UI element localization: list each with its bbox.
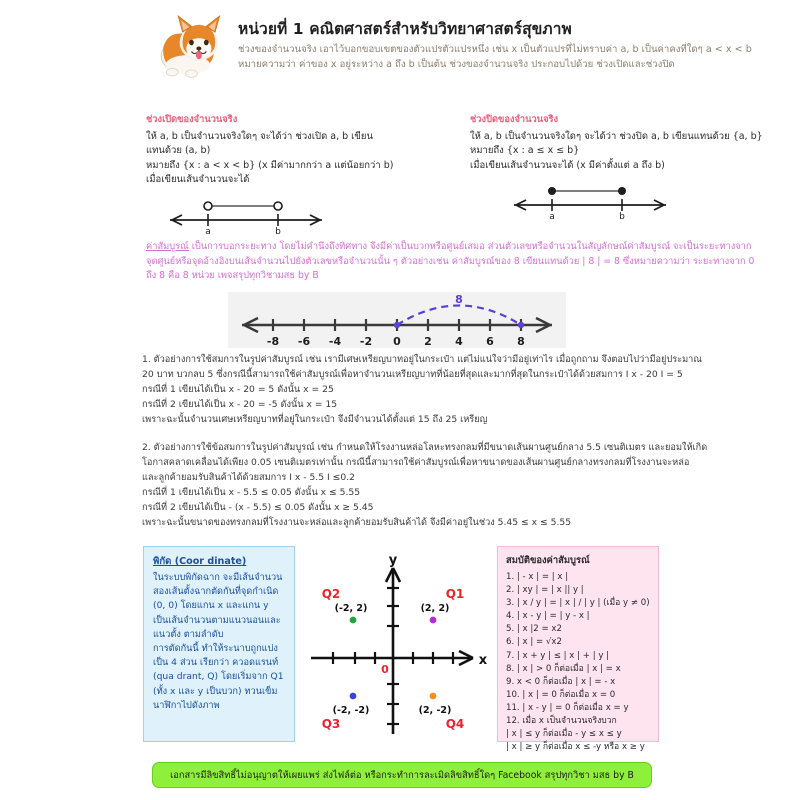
number-line-tick-label: 6: [486, 335, 494, 348]
absolute-value-text: เป็นการบอกระยะทาง โดยไม่คำนึงถึงทิศทาง จึงมีค่าเป็นบวกหรือศูนย์เสมอ ส่วนตัวเลขหรือจำนวนในสัญลักษณ์ค่าสัมบูรณ์ จะเป็นระยะทางจากจุดศูนย์หรือจุดอ้างอิงบนเส้นจำนวนไปยังตัวเลขหรือจำนวนนั้น ๆ ตัวอย่างเช่น ค่าสัมบูรณ์ของ 8 เขียนแทนด้วย | 8 | = 8 ซึ่งหมายความว่า ระยะทางจาก 0 ถึง 8 คือ 8 หน่วย เพจสรุปทุกวิชามสธ by B: [146, 241, 755, 281]
open-interval-heading: ช่วงเปิดของจำนวนจริง: [146, 114, 238, 125]
arc-end-point: [518, 322, 524, 328]
quadrant-point-label: (2, -2): [418, 705, 452, 716]
example-1: [142, 352, 760, 427]
open-interval-number-line: [156, 194, 336, 236]
example-2-line-6: เพราะฉะนั้นขนาดของทรงกลมที่โรงงานจะหล่อและลูกค้ายอมรับสินค้าได้ จึงมีค่าอยู่ในช่วง 5.45 ≤ x ≤ 5.55: [142, 517, 572, 528]
property-item: 11. | x - y | = 0 ก็ต่อเมื่อ x = y: [506, 702, 629, 713]
open-interval-line-3: หมายถึง {x : a < x < b} (x มีค่ามากกว่า a แต่น้อยกว่า b): [146, 159, 394, 171]
open-interval-numberline-wrap: [146, 192, 466, 236]
quadrant-point-label: (2, 2): [420, 603, 450, 614]
properties-list: [506, 571, 652, 754]
open-interval-body: [146, 130, 466, 188]
number-line-tick-label: 2: [424, 335, 432, 348]
closed-interval-line-2: หมายถึง {x : a ≤ x ≤ b}: [470, 145, 580, 157]
x-axis-label: x: [478, 653, 488, 668]
closed-interval-numberline-wrap: [470, 177, 770, 221]
number-line-svg: [228, 292, 566, 348]
closed-interval-section: [470, 112, 770, 221]
quadrant-point-label: (-2, -2): [332, 705, 370, 716]
coordinate-box-body: [153, 571, 286, 713]
origin-label: 0: [381, 663, 389, 676]
quadrant-label-q1: Q1: [445, 587, 465, 601]
arc-start-point: [394, 322, 400, 328]
open-interval-label-a: a: [205, 226, 211, 236]
property-item: 6. | x | = √x2: [506, 637, 562, 648]
property-item: 10. | x | = 0 ก็ต่อเมื่อ x = 0: [506, 689, 616, 700]
closed-interval-body: [470, 130, 770, 173]
coordinate-box-title: พิกัด (Coor dinate): [153, 556, 247, 567]
property-item: 9. x < 0 ก็ต่อเมื่อ | x | = - x: [506, 676, 616, 687]
copyright-text: เอกสารมีลิขสิทธิ์ไม่อนุญาตให้เผยแพร่ ส่งไฟล์ต่อ หรือกระทำการละเมิดลิขสิทธิ์ใดๆ Facebook สรุปทุกวิชา มสธ by B: [170, 769, 634, 781]
absolute-value-properties-box: [497, 546, 659, 753]
number-line-tick-label: -2: [359, 335, 373, 348]
number-line-tick-label: 0: [393, 335, 401, 348]
coordinate-line-6: การตัดกันนี้ ทำให้ระนาบถูกแบ่ง: [153, 643, 278, 655]
coordinate-line-4: เป็นเส้นจำนวนตามแนวนอนและ: [153, 614, 281, 626]
closed-interval-line-1: ให้ a, b เป็นจำนวนจริงใดๆ จะได้ว่า ช่วงปิด a, b เขียนแทนด้วย {a, b}: [470, 131, 763, 142]
coordinate-line-8: (qua drant, Q) โดยเริ่มจาก Q1: [153, 671, 284, 683]
property-item: 7. | x + y | ≤ | x | + | y |: [506, 650, 610, 661]
closed-interval-label-b: b: [619, 212, 625, 222]
coordinate-line-9: (ทั้ง x และ y เป็นบวก) ทวนเข็ม: [153, 685, 278, 697]
example-2-line-4: กรณีที่ 1 เขียนได้เป็น x - 5.5 ≤ 0.05 ดังนั้น x ≤ 5.55: [142, 487, 361, 498]
quadrant-point-q4: [430, 693, 437, 700]
closed-interval-heading: ช่วงปิดของจำนวนจริง: [470, 114, 559, 125]
number-line-tick-label: 4: [455, 335, 463, 348]
closed-interval-number-line: [500, 179, 680, 221]
property-item: 4. | x - y | = | y - x |: [506, 611, 590, 622]
quadrant-chart: [303, 548, 493, 740]
quadrant-label-q3: Q3: [321, 717, 341, 731]
number-line-tick-label: -4: [328, 335, 342, 348]
quadrant-chart-svg: [303, 548, 493, 740]
closed-interval-label-a: a: [549, 212, 555, 222]
example-1-line-4: กรณีที่ 2 เขียนได้เป็น x - 20 = -5 ดังนั้น x = 15: [142, 399, 338, 410]
y-axis-label: y: [388, 553, 398, 568]
coordinate-line-5: แนวตั้ง ตามลำดับ: [153, 628, 224, 640]
quadrant-point-q1: [430, 617, 437, 624]
open-interval-line-2: แทนด้วย (a, b): [146, 145, 211, 157]
closed-interval-line-3: เมื่อเขียนเส้นจำนวนจะได้ (x มีค่าตั้งแต่ a ถึง b): [470, 159, 665, 171]
corgi-dog-icon: [152, 10, 228, 84]
arc-value-label: 8: [455, 293, 463, 306]
property-item: 3. | x / y | = | x | / | y | (เมื่อ y ≠ 0): [506, 598, 650, 609]
number-line-tick-label: 8: [517, 335, 525, 348]
example-1-line-1: 1. ตัวอย่างการใช้สมการในรูปค่าสัมบูรณ์ เช่น เรามีเศษเหรียญบาทอยู่ในกระเป๋า แต่ไม่แน่ใจว่ามีอยู่เท่าไร เมื่อถูกถาม จึงตอบไปว่ามีอยู่ประมาณ: [142, 354, 702, 365]
example-2-line-5: กรณีที่ 2 เขียนได้เป็น - (x - 5.5) ≤ 0.05 ดังนั้น x ≥ 5.45: [142, 502, 374, 513]
example-1-line-3: กรณีที่ 1 เขียนได้เป็น x - 20 = 5 ดังนั้น x = 25: [142, 384, 334, 395]
property-item: 1. | - x | = | x |: [506, 572, 569, 582]
open-interval-line-4: เมื่อเขียนเส้นจำนวนจะได้: [146, 174, 250, 186]
example-2-line-1: 2. ตัวอย่างการใช้ข้อสมการในรูปค่าสัมบูรณ์ เช่น กำหนดให้โรงงานหล่อโลหะทรงกลมที่มีขนาดเส้นผานศูนย์กลาง 5.5 เซนติเมตร และยอมให้เกิด: [142, 442, 708, 453]
coordinate-line-3: (0, 0) โดยแกน x และแกน y: [153, 600, 269, 612]
properties-box-title: สมบัติของค่าสัมบูรณ์: [506, 555, 590, 566]
page-title: หน่วยที่ 1 คณิตศาสตร์สำหรับวิทยาศาสตร์สุขภาพ: [238, 20, 572, 38]
coordinate-line-2: สองเส้นตั้งฉากตัดกันที่จุดกำเนิด: [153, 586, 279, 598]
property-item: 2. | xy | = | x || y |: [506, 585, 584, 596]
coordinate-line-1: ในระบบพิกัดฉาก จะมีเส้นจำนวน: [153, 572, 283, 583]
number-line-tick-label: -8: [266, 335, 280, 348]
absolute-value-term: ค่าสัมบูรณ์: [146, 241, 189, 252]
quadrant-label-q2: Q2: [321, 587, 341, 601]
coordinate-line-10: นาฬิกาไปดังภาพ: [153, 699, 220, 711]
property-item: 5. | x |2 = x2: [506, 624, 562, 635]
quadrant-label-q4: Q4: [445, 717, 465, 731]
copyright-footer: [152, 762, 652, 788]
example-2: [142, 440, 760, 530]
example-1-line-5: เพราะฉะนั้นจำนวนเศษเหรียญบาทที่อยู่ในกระเป๋า จึงมีจำนวนได้ตั้งแต่ 15 ถึง 25 เหรียญ: [142, 414, 488, 425]
example-2-line-2: โอกาสคลาดเคลื่อนได้เพียง 0.05 เซนติเมตรเท่านั้น กรณีนี้สามารถใช้ค่าสัมบูรณ์เพื่อหาขนาดของเส้นผานศูนย์กลางทรงกลมที่โรงงานจะหล่อ: [142, 457, 690, 468]
quadrant-point-q3: [350, 693, 357, 700]
document-header: [150, 6, 770, 106]
intro-paragraph: ช่วงของจำนวนจริง เอาไว้บอกขอบเขตของตัวแปรตัวแปรหนึ่ง เช่น x เป็นตัวแปรที่ไม่ทราบค่า a, b เป็นค่าคงที่ใดๆ a < x < b หมายความว่า ค่าของ x อยู่ระหว่าง a ถึง b เป็นต้น ช่วงของจำนวนจริง ประกอบไปด้วย ช่วงเปิดและช่วงปิด: [238, 44, 752, 70]
property-item: 12. เมื่อ x เป็นจำนวนจริงบวก: [506, 716, 617, 727]
example-1-line-2: 20 บาท บวกลบ 5 ซึ่งกรณีนี้สามารถใช้ค่าสัมบูรณ์เพื่อหาจำนวนเหรียญบาทที่น้อยที่สุดและมากที่สุดในกระเป๋าได้ด้วยสมการ I x - 20 I = 5: [142, 369, 683, 380]
example-2-line-3: และลูกค้ายอมรับสินค้าได้ด้วยสมการ I x - 5.5 I ≤0.2: [142, 472, 355, 483]
open-interval-line-1: ให้ a, b เป็นจำนวนจริงใดๆ จะได้ว่า ช่วงเปิด a, b เขียน: [146, 131, 373, 142]
coordinate-line-7: เป็น 4 ส่วน เรียกว่า ควอดแรนท์: [153, 657, 279, 669]
coordinate-info-box: [143, 546, 295, 742]
number-line-tick-label: -6: [297, 335, 311, 348]
property-item: 8. | x | > 0 ก็ต่อเมื่อ | x | = x: [506, 663, 621, 674]
property-item: | x | ≤ y ก็ต่อเมื่อ - y ≤ x ≤ y: [506, 729, 622, 740]
open-interval-label-b: b: [275, 226, 281, 236]
quadrant-point-q2: [350, 617, 357, 624]
number-line-chart: [228, 292, 566, 348]
open-interval-section: [146, 112, 466, 236]
quadrant-point-label: (-2, 2): [334, 603, 368, 614]
property-item: | x | ≥ y ก็ต่อเมื่อ x ≤ -y หรือ x ≥ y: [506, 742, 645, 753]
absolute-value-paragraph: [146, 240, 760, 284]
